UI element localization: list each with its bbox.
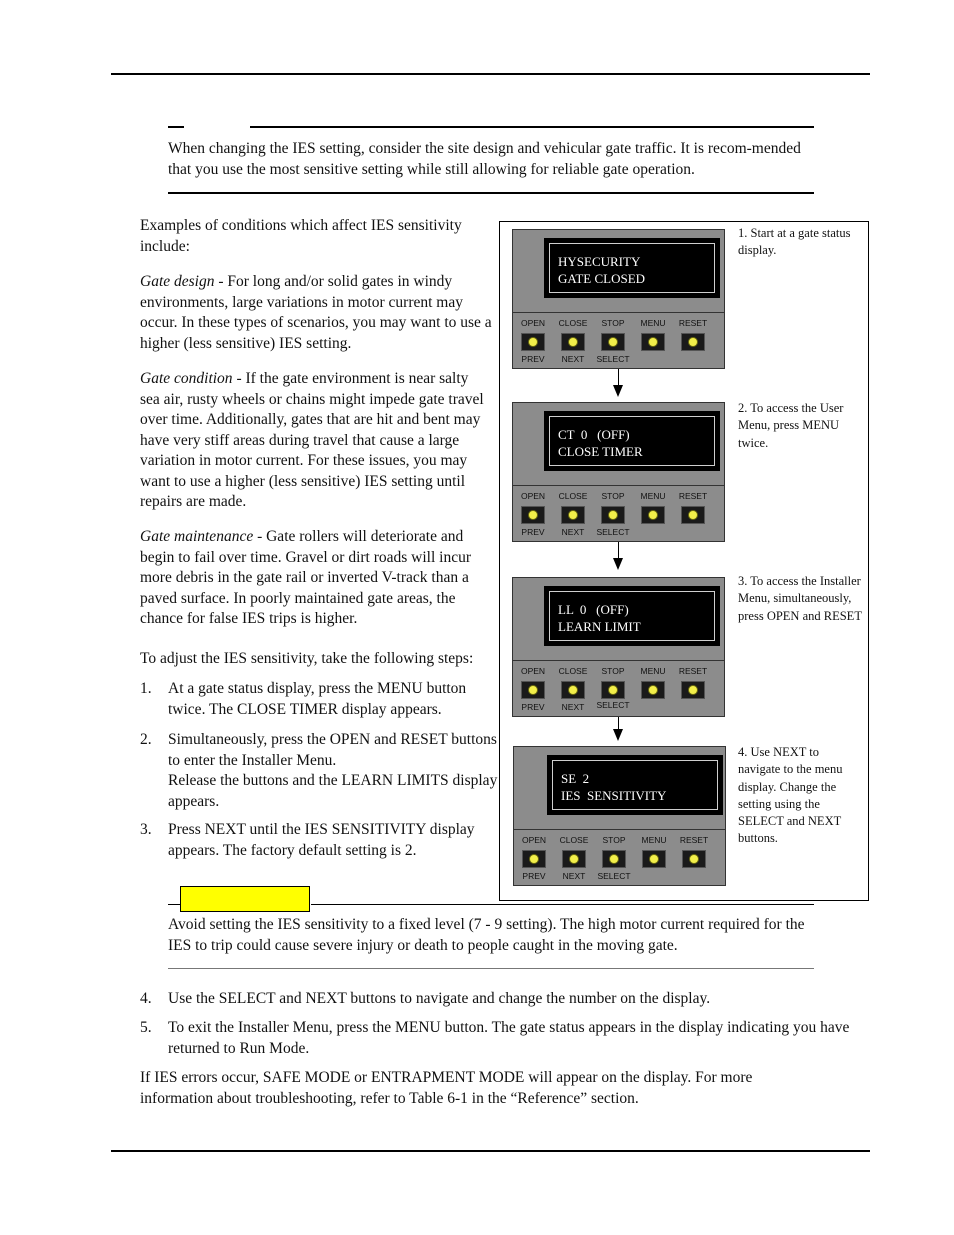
step-text: At a gate status display, press the MENU button twice. The CLOSE TIMER display appears. — [168, 680, 467, 718]
figure-caption-4: 4. Use NEXT to navigate to the menu display. Change the setting using the SELECT and NEXT buttons. — [738, 745, 843, 846]
figure-caption-3: 3. To access the Installer Menu, simultaneously, press OPEN and RESET — [738, 574, 862, 623]
label-menu: MENU — [640, 318, 666, 328]
label-stop: STOP — [602, 835, 626, 845]
reset-button — [681, 333, 705, 351]
step-number: 4. — [140, 990, 152, 1007]
stop-button — [602, 850, 626, 868]
reset-button — [681, 506, 705, 524]
condition-gate-condition — [140, 369, 492, 513]
label-next: NEXT — [561, 354, 585, 364]
label-menu: MENU — [640, 491, 666, 501]
stop-button — [601, 333, 625, 351]
condition-term: Gate design — [140, 273, 215, 290]
condition-gate-design — [140, 272, 492, 354]
steps-intro: To adjust the IES sensitivity, take the following steps: — [140, 650, 474, 667]
lcd-line-2: IES SENSITIVITY — [561, 788, 667, 803]
lcd-line-1: CT 0 (OFF) — [558, 427, 630, 442]
label-close: CLOSE — [558, 491, 588, 501]
lcd-line-2: CLOSE TIMER — [558, 444, 643, 459]
lcd-line-2: GATE CLOSED — [558, 271, 646, 286]
stop-button — [601, 681, 625, 699]
warning-rule-top — [311, 904, 814, 905]
intro-paragraph: Examples of conditions which affect IES sensitivity include: — [140, 217, 462, 255]
controller-panel-1 — [512, 229, 725, 369]
header-rule — [111, 73, 870, 75]
close-button — [562, 850, 586, 868]
lcd-line-2: LEARN LIMIT — [558, 619, 641, 634]
menu-button — [641, 681, 665, 699]
condition-term: Gate maintenance — [140, 528, 254, 545]
step-number: 1. — [140, 680, 152, 697]
menu-button — [642, 850, 666, 868]
figure-caption-2: 2. To access the User Menu, press MENU twice. — [738, 401, 844, 450]
label-reset: RESET — [678, 491, 708, 501]
reset-button — [681, 681, 705, 699]
label-close: CLOSE — [558, 318, 588, 328]
label-prev: PREV — [521, 702, 545, 712]
controller-panel-2 — [512, 402, 725, 542]
lcd-display — [544, 238, 720, 298]
menu-button — [641, 506, 665, 524]
step-text: Simultaneously, press the OPEN and RESET buttons to enter the Installer Menu. — [168, 731, 497, 769]
label-stop: STOP — [601, 318, 625, 328]
condition-text: - For long and/or solid gates in windy environments, large variations in motor current may occur. In these types of scenarios, you may want to use a higher (less sensitive) IES setting. — [140, 273, 492, 352]
step-text: To exit the Installer Menu, press the MENU button. The gate status appears in the display indicating you have returned to Run Mode. — [168, 1019, 850, 1057]
lcd-line-1: SE 2 — [561, 771, 590, 786]
label-menu: MENU — [641, 835, 667, 845]
condition-text: - If the gate environment is near salty sea air, rusty wheels or chains might impede gate travel over time. Additionally, gates that are hit and bent may have very stiff areas during travel that cause a large variation in motor current. For these issues, you may want to use a higher (less sensitive) IES setting until repairs are made. — [140, 370, 484, 510]
lcd-display — [544, 411, 720, 471]
label-open: OPEN — [521, 835, 547, 845]
reset-button — [682, 850, 706, 868]
label-next: NEXT — [561, 527, 585, 537]
note-rule-top — [250, 126, 814, 128]
footer-rule — [111, 1150, 870, 1152]
warning-badge — [180, 886, 310, 912]
open-button — [521, 506, 545, 524]
step-number: 3. — [140, 821, 152, 838]
label-select: SELECT — [596, 700, 630, 710]
label-close: CLOSE — [558, 666, 588, 676]
label-select: SELECT — [596, 354, 630, 364]
label-prev: PREV — [521, 354, 545, 364]
step-text: Use the SELECT and NEXT buttons to navigate and change the number on the display. — [168, 990, 711, 1007]
lcd-line-1: HYSECURITY — [558, 254, 641, 269]
note-rule-bottom — [168, 192, 814, 194]
open-button — [521, 681, 545, 699]
step-text-continued: Release the buttons and the LEARN LIMITS display appears. — [168, 772, 498, 810]
lcd-display — [547, 755, 723, 815]
label-prev: PREV — [521, 527, 545, 537]
note-rule-left — [168, 126, 184, 128]
label-open: OPEN — [520, 666, 546, 676]
lcd-line-1: LL 0 (OFF) — [558, 602, 629, 617]
figure-caption-1: 1. Start at a gate status display. — [738, 226, 851, 258]
close-button — [561, 506, 585, 524]
label-open: OPEN — [520, 318, 546, 328]
step-number: 2. — [140, 731, 152, 748]
menu-navigation-figure — [499, 221, 869, 901]
open-button — [521, 333, 545, 351]
step-number: 5. — [140, 1019, 152, 1036]
controller-panel-3 — [512, 577, 725, 717]
condition-text: - Gate rollers will deteriorate and begin to fail over time. Gravel or dirt roads will incur more debris in the gate rail or inverted V-track than a paved surface. In poorly maintained gate areas, the chance for false IES trips is higher. — [140, 528, 472, 627]
condition-gate-maintenance — [140, 527, 492, 630]
label-next: NEXT — [561, 702, 585, 712]
label-close: CLOSE — [559, 835, 589, 845]
note-text: When changing the IES setting, consider the site design and vehicular gate traffic. It is recom-mended that you use the most sensitive setting while still allowing for reliable gate operation. — [168, 140, 801, 178]
warning-rule-left — [168, 904, 180, 905]
label-prev: PREV — [522, 871, 546, 881]
lcd-display — [544, 586, 720, 646]
arrow-down-icon — [613, 558, 623, 570]
label-next: NEXT — [562, 871, 586, 881]
step-text: Press NEXT until the IES SENSITIVITY display appears. The factory default setting is 2. — [168, 821, 475, 859]
label-reset: RESET — [678, 666, 708, 676]
condition-term: Gate condition — [140, 370, 233, 387]
closing-paragraph: If IES errors occur, SAFE MODE or ENTRAPMENT MODE will appear on the display. For more information about troubleshooting, refer to Table 6-1 in the “Reference” section. — [140, 1069, 753, 1107]
label-stop: STOP — [601, 666, 625, 676]
arrow-down-icon — [613, 729, 623, 741]
close-button — [561, 681, 585, 699]
label-select: SELECT — [597, 871, 631, 881]
warning-rule-bottom — [168, 968, 814, 969]
menu-button — [641, 333, 665, 351]
label-reset: RESET — [678, 318, 708, 328]
open-button — [522, 850, 546, 868]
warning-text: Avoid setting the IES sensitivity to a fixed level (7 - 9 setting). The high motor current required for the IES to trip could cause severe injury or death to people caught in the moving gate. — [168, 916, 805, 954]
label-menu: MENU — [640, 666, 666, 676]
controller-panel-4 — [513, 746, 726, 886]
label-stop: STOP — [601, 491, 625, 501]
label-select: SELECT — [596, 527, 630, 537]
step-text-block — [168, 730, 498, 812]
arrow-down-icon — [613, 385, 623, 397]
close-button — [561, 333, 585, 351]
stop-button — [601, 506, 625, 524]
label-reset: RESET — [679, 835, 709, 845]
label-open: OPEN — [520, 491, 546, 501]
